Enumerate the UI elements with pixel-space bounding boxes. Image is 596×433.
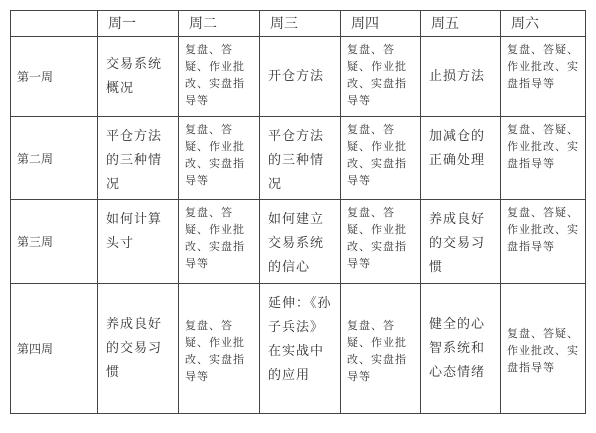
course-cell-friday: 养成良好的交易习惯 xyxy=(421,200,501,284)
table-row-week-4 xyxy=(11,284,586,414)
course-cell-thursday: 复盘、答疑、作业批改、实盘指导等 xyxy=(341,284,421,414)
week-label: 第三周 xyxy=(11,200,98,284)
course-cell-tuesday: 复盘、答疑、作业批改、实盘指导等 xyxy=(179,37,260,117)
course-cell-saturday: 复盘、答疑、作业批改、实盘指导等 xyxy=(501,284,586,414)
table-row-week-2 xyxy=(11,117,586,200)
course-cell-wednesday: 延伸：《孙子兵法》在实战中的应用 xyxy=(260,284,341,414)
header-tuesday: 周二 xyxy=(179,11,260,37)
course-cell-monday: 交易系统概况 xyxy=(98,37,179,117)
week-label: 第四周 xyxy=(11,284,98,414)
course-cell-saturday: 复盘、答疑、作业批改、实盘指导等 xyxy=(501,117,586,200)
week-label: 第一周 xyxy=(11,37,98,117)
weekly-course-schedule-table xyxy=(10,10,586,414)
course-cell-wednesday: 如何建立交易系统的信心 xyxy=(260,200,341,284)
course-cell-wednesday: 开仓方法 xyxy=(260,37,341,117)
course-cell-saturday: 复盘、答疑、作业批改、实盘指导等 xyxy=(501,37,586,117)
course-cell-monday: 如何计算头寸 xyxy=(98,200,179,284)
course-cell-friday: 止损方法 xyxy=(421,37,501,117)
header-saturday: 周六 xyxy=(501,11,586,37)
course-cell-thursday: 复盘、答疑、作业批改、实盘指导等 xyxy=(341,37,421,117)
course-cell-friday: 加减仓的正确处理 xyxy=(421,117,501,200)
header-friday: 周五 xyxy=(421,11,501,37)
header-thursday: 周四 xyxy=(341,11,421,37)
table-row-week-3 xyxy=(11,200,586,284)
course-cell-thursday: 复盘、答疑、作业批改、实盘指导等 xyxy=(341,117,421,200)
table-row-week-1 xyxy=(11,37,586,117)
course-cell-thursday: 复盘、答疑、作业批改、实盘指导等 xyxy=(341,200,421,284)
course-cell-monday: 平仓方法的三种情况 xyxy=(98,117,179,200)
course-cell-friday: 健全的心智系统和心态情绪 xyxy=(421,284,501,414)
header-monday: 周一 xyxy=(98,11,179,37)
course-cell-tuesday: 复盘、答疑、作业批改、实盘指导等 xyxy=(179,200,260,284)
course-cell-tuesday: 复盘、答疑、作业批改、实盘指导等 xyxy=(179,117,260,200)
header-wednesday: 周三 xyxy=(260,11,341,37)
course-cell-wednesday: 平仓方法的三种情况 xyxy=(260,117,341,200)
header-corner-cell xyxy=(11,11,98,37)
course-cell-tuesday: 复盘、答疑、作业批改、实盘指导等 xyxy=(179,284,260,414)
header-row xyxy=(11,11,586,37)
course-cell-saturday: 复盘、答疑、作业批改、实盘指导等 xyxy=(501,200,586,284)
week-label: 第二周 xyxy=(11,117,98,200)
course-cell-monday: 养成良好的交易习惯 xyxy=(98,284,179,414)
